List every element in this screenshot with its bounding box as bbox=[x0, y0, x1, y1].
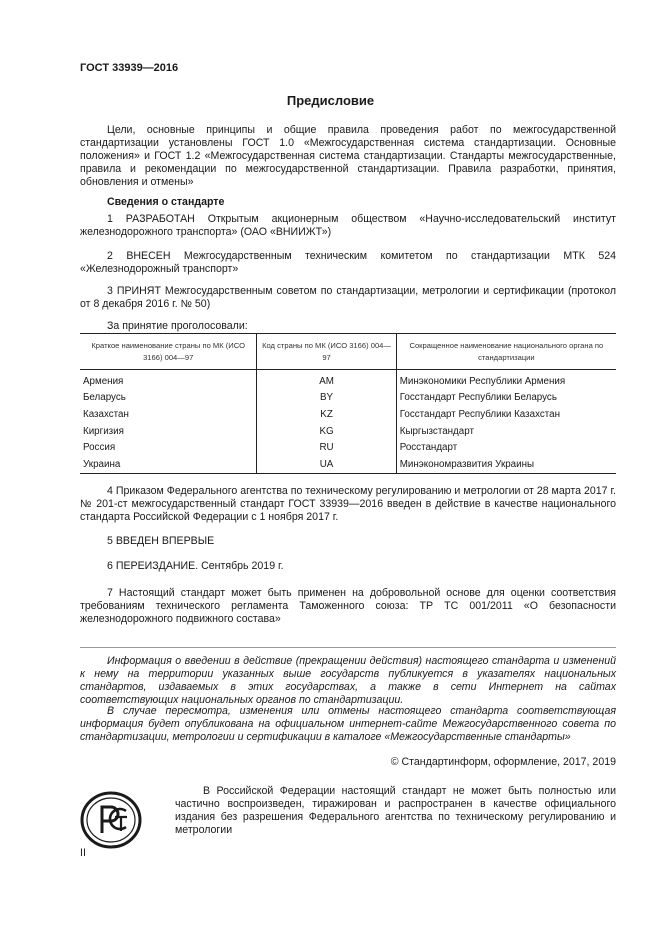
authority-cell: Росстандарт bbox=[396, 439, 616, 456]
table-header-row bbox=[80, 334, 616, 370]
country-cell: Казахстан bbox=[83, 408, 129, 420]
table-row bbox=[80, 390, 616, 407]
item-2-submitted: 2 ВНЕСЕН Межгосударственным техническим комитетом по стандартизации МТК 524 «Железнодорожный транспорт» bbox=[80, 250, 616, 275]
code-cell: UA bbox=[257, 456, 396, 473]
item-1-developed: 1 РАЗРАБОТАН Открытым акционерным обществом «Научно-исследовательский институт железнодорожного транспорта» (ОАО «ВНИИЖТ») bbox=[80, 213, 616, 238]
authority-cell: Минэкономразвития Украины bbox=[396, 456, 616, 473]
item-5-first-introduced: 5 ВВЕДЕН ВПЕРВЫЕ bbox=[107, 535, 215, 547]
voting-countries-table bbox=[80, 333, 616, 474]
table-row bbox=[80, 439, 616, 456]
rf-reproduction-notice: В Российской Федерации настоящий стандарт не может быть полностью или частично воспроизведен, тиражирован и распространен в качестве официального издания без разрешения Федерального агентства по техническому регулированию и метрологии bbox=[175, 785, 616, 836]
authority-cell: Госстандарт Республики Казахстан bbox=[396, 406, 616, 423]
column-header-country: Краткое наименование страны по МК (ИСО 3166) 004—97 bbox=[80, 334, 257, 370]
country-cell: Беларусь bbox=[83, 392, 126, 404]
standard-info-heading: Сведения о стандарте bbox=[107, 196, 225, 208]
country-cell: Россия bbox=[83, 442, 116, 454]
item-3-adopted: 3 ПРИНЯТ Межгосударственным советом по стандартизации, метрологии и сертификации (протокол от 8 декабря 2016 г. № 50) bbox=[80, 285, 616, 310]
item-4-order: 4 Приказом Федерального агентства по техническому регулированию и метрологии от 28 марта 2017 г. № 201-ст межгосударственный стандарт ГОСТ 33939—2016 введен в действие в качестве национального стандарта Российской Федерации с 1 ноября 2017 г. bbox=[80, 485, 616, 523]
table-row bbox=[80, 456, 616, 473]
country-cell: Украина bbox=[80, 456, 257, 473]
column-header-code: Код страны по МК (ИСО 3166) 004—97 bbox=[257, 334, 396, 370]
table-row bbox=[80, 370, 616, 390]
country-cell: Армения bbox=[83, 375, 124, 387]
code-cell: AM bbox=[257, 370, 396, 390]
code-cell: RU bbox=[257, 439, 396, 456]
authority-cell: Госстандарт Республики Беларусь bbox=[396, 390, 616, 407]
copyright-line: © Стандартинформ, оформление, 2017, 2019 bbox=[390, 756, 616, 768]
document-code: ГОСТ 33939—2016 bbox=[80, 62, 179, 74]
code-cell: KG bbox=[257, 423, 396, 440]
intro-paragraph: Цели, основные принципы и общие правила проведения работ по межгосударственной стандартизации установлены ГОСТ 1.0 «Межгосударственная система стандартизации. Основные положения» и ГОСТ 1.2 «Межгосударственная система стандартизации. Стандарты межгосударственные, правила и рекомендации по межгосударственной стандартизации. Правила разработки, принятия, обновления и отмены» bbox=[80, 124, 616, 188]
item-7-voluntary-use: 7 Настоящий стандарт может быть применен на добровольной основе для оценки соответствия требованиям технического регламента Таможенного союза: ТР ТС 001/2011 «О безопасности железнодорожного подвижного состава» bbox=[80, 587, 616, 625]
gost-r-certification-logo bbox=[80, 789, 142, 851]
authority-cell: Кыргызстандарт bbox=[396, 423, 616, 440]
page-title: Предисловие bbox=[286, 93, 375, 108]
authority-cell: Минэкономики Республики Армения bbox=[396, 370, 616, 390]
notice-revision-info: В случае пересмотра, изменения или отмены настоящего стандарта соответствующая информация будет опубликована на официальном интернет-сайте Межгосударственного совета по стандартизации, метрологии и сертификации в каталоге «Межгосударственные стандарты» bbox=[80, 705, 616, 743]
notice-implementation-info: Информация о введении в действие (прекращении действия) настоящего стандарта и изменений к нему на территории указанных выше государств публикуется в указателях национальных стандартов, издаваемых в этих государствах, а также в сети Интернет на сайтах соответствующих национальных органов по стандартизации. bbox=[80, 655, 616, 706]
code-cell: KZ bbox=[257, 406, 396, 423]
section-divider bbox=[80, 647, 616, 648]
table-row bbox=[80, 406, 616, 423]
item-6-reissue: 6 ПЕРЕИЗДАНИЕ. Сентябрь 2019 г. bbox=[107, 560, 284, 572]
country-cell: Киргизия bbox=[83, 425, 124, 437]
table-row bbox=[80, 423, 616, 440]
column-header-authority: Сокращенное наименование национального органа по стандартизации bbox=[396, 334, 616, 370]
vote-label: За принятие проголосовали: bbox=[107, 320, 248, 332]
page-number: II bbox=[80, 847, 86, 859]
code-cell: BY bbox=[257, 390, 396, 407]
